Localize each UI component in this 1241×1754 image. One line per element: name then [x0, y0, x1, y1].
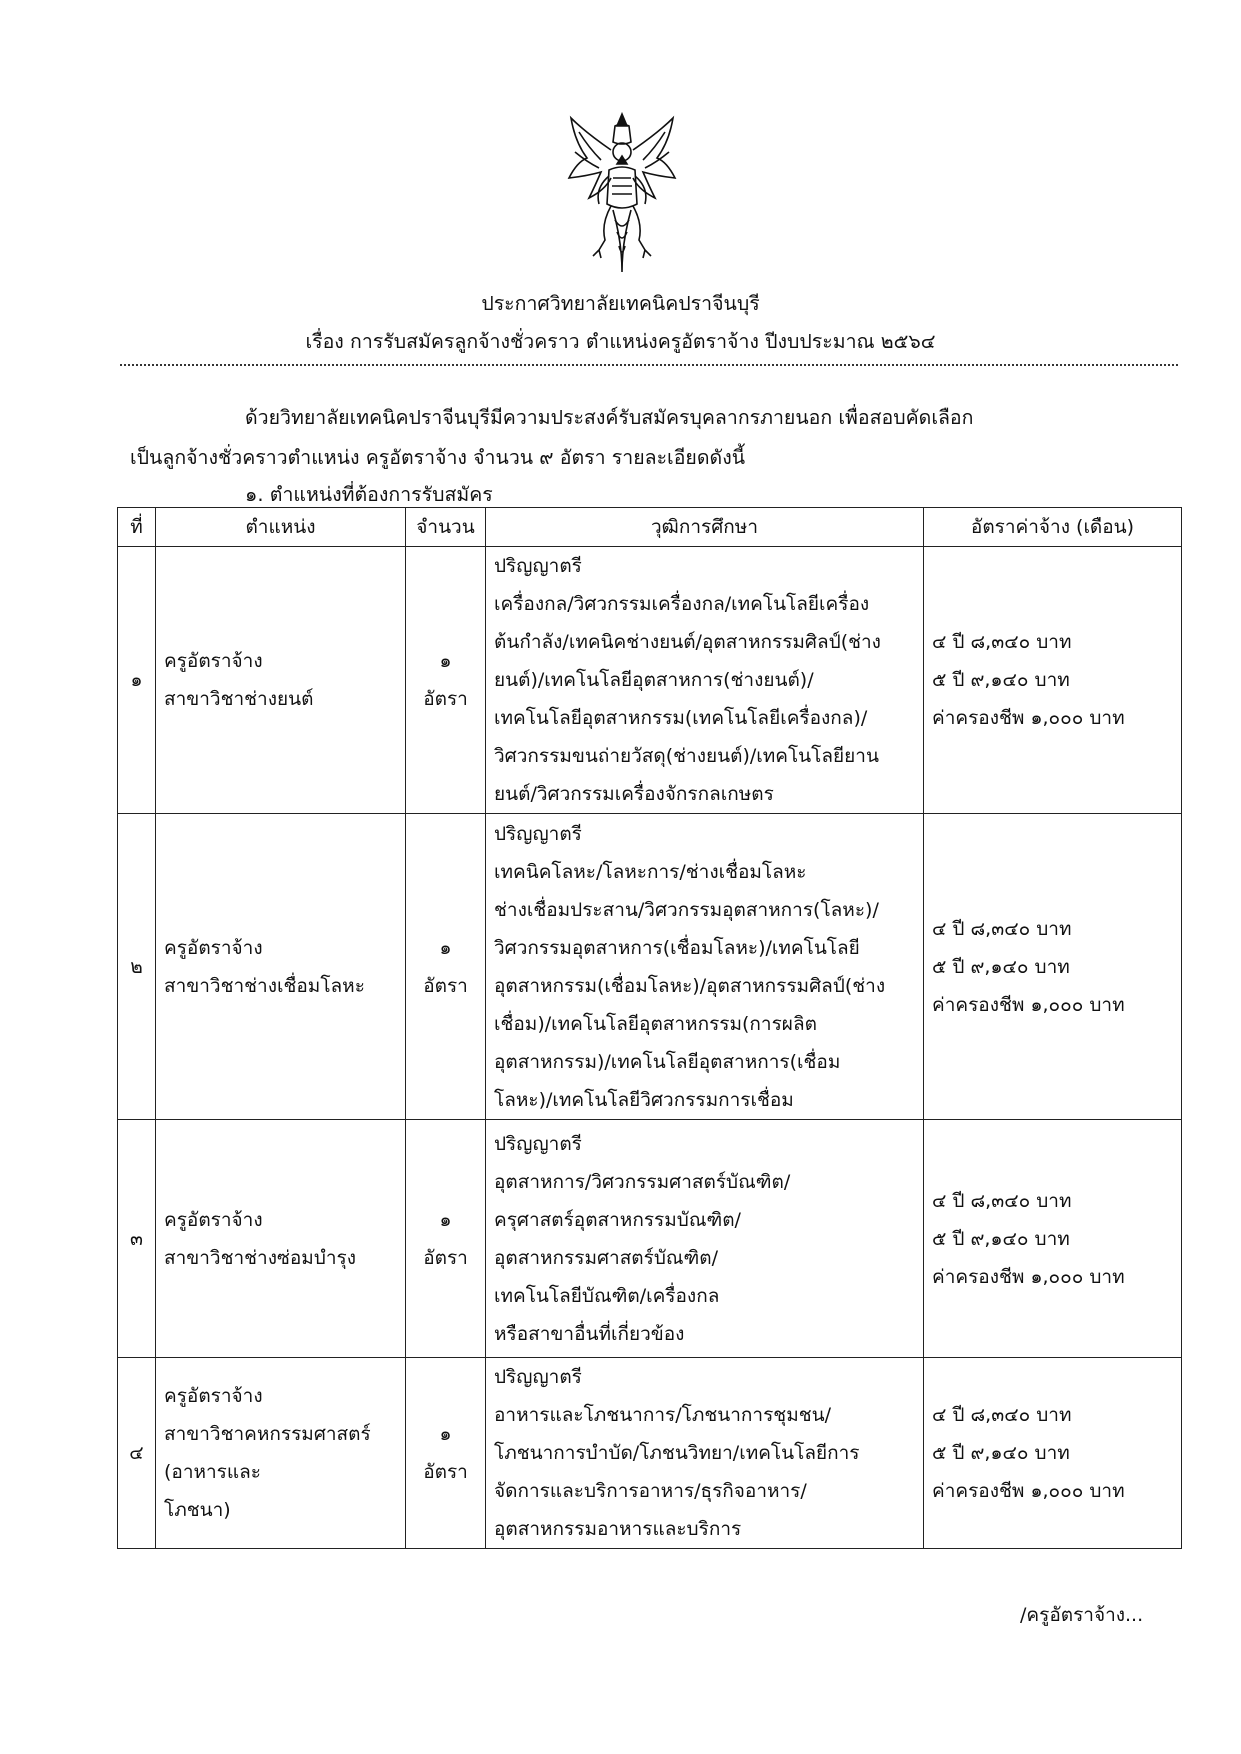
row-rate [924, 814, 1182, 1120]
row-position: ครูอัตราจ้าง สาขาวิชาช่างยนต์ [156, 547, 406, 814]
qualification-text: อุตสาหการ/วิศวกรรมศาสตร์บัณฑิต/ ครุศาสตร์อุตสาหกรรมบัณฑิต/ อุตสาหกรรมศาสตร์บัณฑิต/ เทคโนโลยีบัณฑิต/เครื่องกล หรือสาขาอื่นที่เกี่ยวข้อง [494, 1170, 791, 1345]
row-quantity: ๑ อัตรา [406, 1120, 486, 1358]
row-qualification [486, 1120, 924, 1358]
degree-label: ปริญญาตรี [494, 822, 582, 845]
table-header-row [118, 508, 1182, 547]
rate-line: ค่าครองชีพ ๑,๐๐๐ บาท [932, 993, 1125, 1016]
rate-line: ๔ ปี ๘,๓๔๐ บาท [932, 631, 1072, 653]
table-row [118, 1358, 1182, 1549]
row-number: ๓ [118, 1120, 156, 1358]
row-quantity: ๑ อัตรา [406, 547, 486, 814]
row-qualification [486, 814, 924, 1120]
row-quantity: ๑ อัตรา [406, 1358, 486, 1549]
row-qualification [486, 1358, 924, 1549]
table-row [118, 1120, 1182, 1358]
announcement-subject: เรื่อง การรับสมัครลูกจ้างชั่วคราว ตำแหน่งครูอัตราจ้าง ปีงบประมาณ ๒๕๖๔ [305, 330, 936, 353]
row-rate [924, 1358, 1182, 1549]
row-position: ครูอัตราจ้าง สาขาวิชาคหกรรมศาสตร์ (อาหารและ โภชนา) [156, 1358, 406, 1549]
rate-line: ค่าครองชีพ ๑,๐๐๐ บาท [932, 1265, 1125, 1288]
rate-line: ๕ ปี ๙,๑๔๐ บาท [932, 955, 1070, 978]
continuation-note: /ครูอัตราจ้าง... [1020, 1604, 1144, 1626]
degree-label: ปริญญาตรี [494, 1366, 582, 1388]
row-position: ครูอัตราจ้าง สาขาวิชาช่างเชื่อมโลหะ [156, 814, 406, 1120]
row-qualification [486, 547, 924, 814]
rate-line: ค่าครองชีพ ๑,๐๐๐ บาท [932, 1480, 1125, 1502]
row-rate [924, 547, 1182, 814]
rate-line: ๕ ปี ๙,๑๔๐ บาท [932, 669, 1070, 691]
rate-line: ๕ ปี ๙,๑๔๐ บาท [932, 1227, 1070, 1250]
section-heading: ๑. ตำแหน่งที่ต้องการรับสมัคร [245, 483, 493, 506]
header-qualification: วุฒิการศึกษา [486, 508, 924, 547]
rate-line: ๔ ปี ๘,๓๔๐ บาท [932, 1404, 1072, 1426]
degree-label: ปริญญาตรี [494, 1132, 582, 1155]
header-no: ที่ [118, 508, 156, 547]
qualification-text: อาหารและโภชนาการ/โภชนาการชุมชน/ โภชนาการบำบัด/โภชนวิทยา/เทคโนโลยีการ จัดการและบริการอาหาร/ธุรกิจอาหาร/ อุตสาหกรรมอาหารและบริการ [494, 1404, 860, 1540]
table-row [118, 547, 1182, 814]
row-number: ๒ [118, 814, 156, 1120]
intro-line-1: ด้วยวิทยาลัยเทคนิคปราจีนบุรีมีความประสงค์รับสมัครบุคลากรภายนอก เพื่อสอบคัดเลือก [245, 406, 974, 429]
header-position: ตำแหน่ง [156, 508, 406, 547]
row-position: ครูอัตราจ้าง สาขาวิชาช่างซ่อมบำรุง [156, 1120, 406, 1358]
rate-line: ๕ ปี ๙,๑๔๐ บาท [932, 1442, 1070, 1464]
header-quantity: จำนวน [406, 508, 486, 547]
row-quantity: ๑ อัตรา [406, 814, 486, 1120]
garuda-emblem-icon [565, 112, 680, 277]
intro-line-2: เป็นลูกจ้างชั่วคราวตำแหน่ง ครูอัตราจ้าง จำนวน ๙ อัตรา รายละเอียดดังนี้ [130, 446, 746, 469]
table-row [118, 814, 1182, 1120]
rate-line: ๔ ปี ๘,๓๔๐ บาท [932, 917, 1072, 940]
announcement-title: ประกาศวิทยาลัยเทคนิคปราจีนบุรี [481, 292, 760, 315]
header-rate: อัตราค่าจ้าง (เดือน) [924, 508, 1182, 547]
row-rate [924, 1120, 1182, 1358]
row-number: ๑ [118, 547, 156, 814]
qualification-text: เทคนิคโลหะ/โลหะการ/ช่างเชื่อมโลหะ ช่างเชื่อมประสาน/วิศวกรรมอุตสาหการ(โลหะ)/ วิศวกรรมอุตสาหการ(เชื่อมโลหะ)/เทคโนโลยี อุตสาหกรรม(เชื่อมโลหะ)/อุตสาหกรรมศิลป์(ช่าง เชื่อม)/เทคโนโลยีอุตสาหกรรม(การผลิต อุตสาหกรรม)/เทคโนโลยีอุตสาหการ(เชื่อม โลหะ)/เทคโนโลยีวิศวกรรมการเชื่อม [494, 860, 886, 1111]
qualification-text: เครื่องกล/วิศวกรรมเครื่องกล/เทคโนโลยีเครื่อง ต้นกำลัง/เทคนิคช่างยนต์/อุตสาหกรรมศิลป์(ช่าง ยนต์)/เทคโนโลยีอุตสาหการ(ช่างยนต์)/ เทคโนโลยีอุตสาหกรรม(เทคโนโลยีเครื่องกล)/ วิศวกรรมขนถ่ายวัสดุ(ช่างยนต์)/เทคโนโลยียาน ยนต์/วิศวกรรมเครื่องจักรกลเกษตร [494, 593, 881, 805]
row-number: ๔ [118, 1358, 156, 1549]
rate-line: ๔ ปี ๘,๓๔๐ บาท [932, 1189, 1072, 1212]
degree-label: ปริญญาตรี [494, 555, 582, 577]
positions-table [117, 507, 1182, 1549]
dotted-divider [120, 364, 1178, 366]
rate-line: ค่าครองชีพ ๑,๐๐๐ บาท [932, 707, 1125, 729]
